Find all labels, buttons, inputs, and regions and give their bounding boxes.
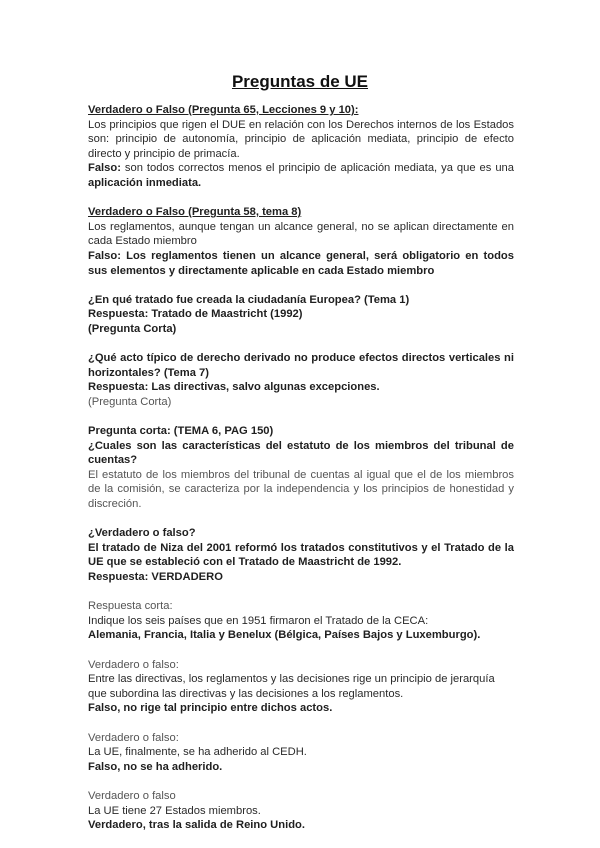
qa-block-10 [88,789,514,833]
block-label: Respuesta corta: [88,600,173,613]
qa-block-4 [88,351,514,409]
qa-block-3 [88,293,514,337]
qa-block-6 [88,526,514,584]
block-answer: Respuesta: Tratado de Maastricht (1992) [88,308,303,321]
block-question: ¿Qué acto típico de derecho derivado no produce efectos directos verticales ni horizontales? (Tema 7) [88,352,514,379]
block-answer: Falso, no rige tal principio entre dichos actos. [88,702,333,715]
document-body [88,103,514,847]
block-question: La UE, finalmente, se ha adherido al CEDH. [88,746,307,759]
block-question: Entre las directivas, los reglamentos y las decisiones rige un principio de jerarquía que subordina las directivas y las decisiones a los reglamentos. [88,673,495,700]
block-question: Indique los seis países que en 1951 firmaron el Tratado de la CECA: [88,614,429,627]
block-tag: (Pregunta Corta) [88,322,177,335]
block-statement: Los principios que rigen el DUE en relación con los Derechos internos de los Estados son: principio de autonomía, principio de aplicación mediata, principio de efecto directo y principio de primacía. [88,118,514,160]
block-question: El tratado de Niza del 2001 reformó los tratados constitutivos y el Tratado de la UE que se estableció con el Tratado de Maastricht de 1992. [88,541,514,569]
block-question: ¿En qué tratado fue creada la ciudadanía Europea? (Tema 1) [88,293,410,306]
answer-text: son todos correctos menos el principio de aplicación mediata, ya que es una [120,162,514,175]
block-answer: Falso: Los reglamentos tienen un alcance general, será obligatorio en todos sus elementos y directamente aplicable en cada Estado miembro [88,249,514,277]
block-heading: Verdadero o Falso (Pregunta 58, tema 8) [88,206,302,219]
block-answer [88,161,514,190]
qa-block-7 [88,599,514,643]
block-heading: Verdadero o Falso (Pregunta 65, Lecciones 9 y 10): [88,104,359,116]
block-label: Verdadero o falso: [88,658,179,671]
answer-bold-tail: aplicación inmediata. [88,176,202,189]
block-label: ¿Verdadero o falso? [88,527,196,540]
block-question: ¿Cuales son las características del estatuto de los miembros del tribunal de cuentas? [88,439,514,467]
answer-label: Falso: [88,162,121,175]
block-tag: (Pregunta Corta) [88,395,172,408]
block-label: Verdadero o falso: [88,731,179,744]
block-answer: Respuesta: VERDADERO [88,571,223,583]
qa-block-8 [88,658,514,716]
block-answer: Respuesta: Las directivas, salvo algunas excepciones. [88,381,380,394]
block-statement: Los reglamentos, aunque tengan un alcance general, no se aplican directamente en cada Estado miembro [88,220,514,248]
qa-block-1 [88,103,514,191]
qa-block-2 [88,205,514,278]
block-answer: Falso, no se ha adherido. [88,760,223,773]
block-answer: Alemania, Francia, Italia y Benelux (Bélgica, Países Bajos y Luxemburgo). [88,629,481,642]
block-label: Pregunta corta: (TEMA 6, PAG 150) [88,425,274,438]
block-answer: Verdadero, tras la salida de Reino Unido. [88,819,305,832]
block-question: La UE tiene 27 Estados miembros. [88,804,261,817]
block-label: Verdadero o falso [88,789,176,802]
page-title: Preguntas de UE [231,72,369,91]
qa-block-9 [88,731,514,775]
block-answer: El estatuto de los miembros del tribunal de cuentas al igual que el de los miembros de la comisión, se caracteriza por la independencia y los principios de honestidad y discreción. [88,468,514,511]
qa-block-5 [88,424,514,512]
